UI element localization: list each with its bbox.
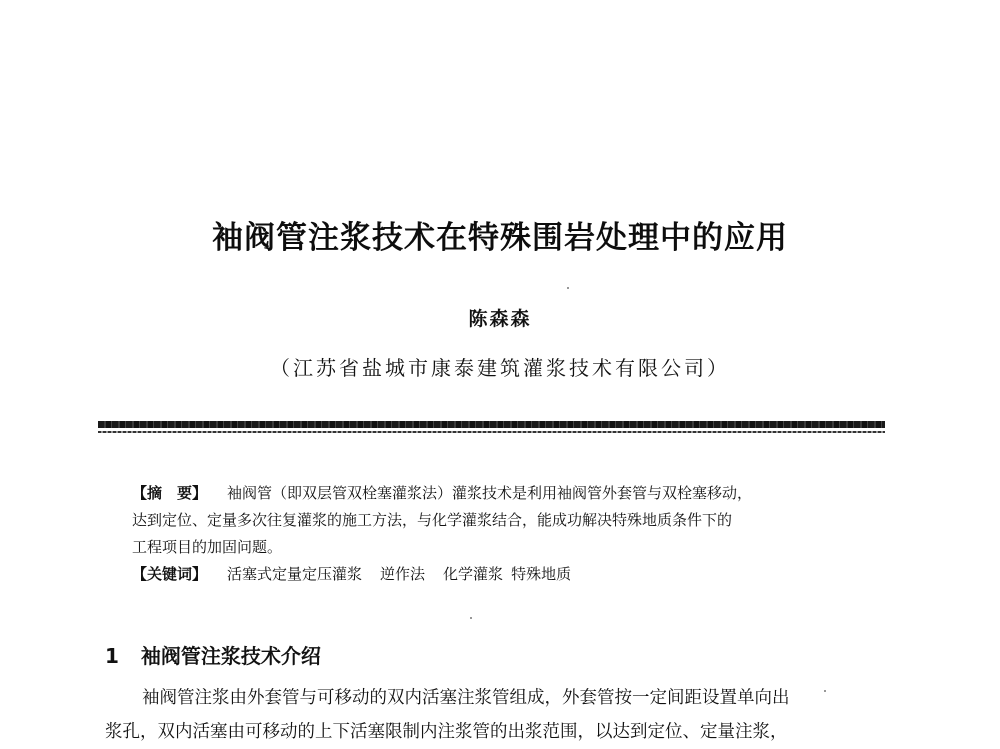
abstract-block	[132, 480, 872, 588]
keyword: 化学灌浆	[443, 565, 504, 583]
keyword: 活塞式定量定压灌浆	[227, 565, 363, 583]
abstract-line: 达到定位、定量多次往复灌浆的施工方法，与化学灌浆结合，能成功解决特殊地质条件下的	[132, 511, 733, 529]
section-number: 1	[105, 644, 119, 668]
body-paragraph	[105, 681, 895, 749]
section-heading	[105, 640, 321, 669]
abstract-line: 工程项目的加固问题。	[132, 538, 283, 556]
header-divider	[98, 421, 885, 437]
section-title: 袖阀管注浆技术介绍	[140, 644, 321, 668]
scan-speck	[567, 287, 569, 289]
divider-thick-line	[98, 421, 885, 428]
scan-speck	[824, 690, 826, 692]
body-line: 袖阀管注浆由外套管与可移动的双内活塞注浆管组成，外套管按一定间距设置单向出	[142, 688, 790, 708]
keywords-label: 【关键词】	[132, 565, 208, 583]
abstract-text: 袖阀管（即双层管双栓塞灌浆法）灌浆技术是利用袖阀管外套管与双栓塞移动，	[227, 484, 753, 502]
abstract-line	[132, 480, 872, 507]
scan-speck	[470, 617, 472, 619]
author-affiliation: （江苏省盐城市康泰建筑灌浆技术有限公司）	[270, 356, 730, 380]
abstract-label: 【摘 要】	[132, 484, 208, 502]
keyword: 逆作法	[380, 565, 426, 583]
keywords-line	[132, 561, 872, 588]
divider-thin-line	[98, 431, 885, 433]
author-name: 陈森森	[468, 308, 532, 330]
body-line: 浆孔，双内活塞由可移动的上下活塞限制内注浆管的出浆范围，以达到定位、定量注浆，	[105, 722, 788, 742]
paper-title: 袖阀管注浆技术在特殊围岩处理中的应用	[212, 220, 788, 256]
keyword: 特殊地质	[511, 565, 572, 583]
